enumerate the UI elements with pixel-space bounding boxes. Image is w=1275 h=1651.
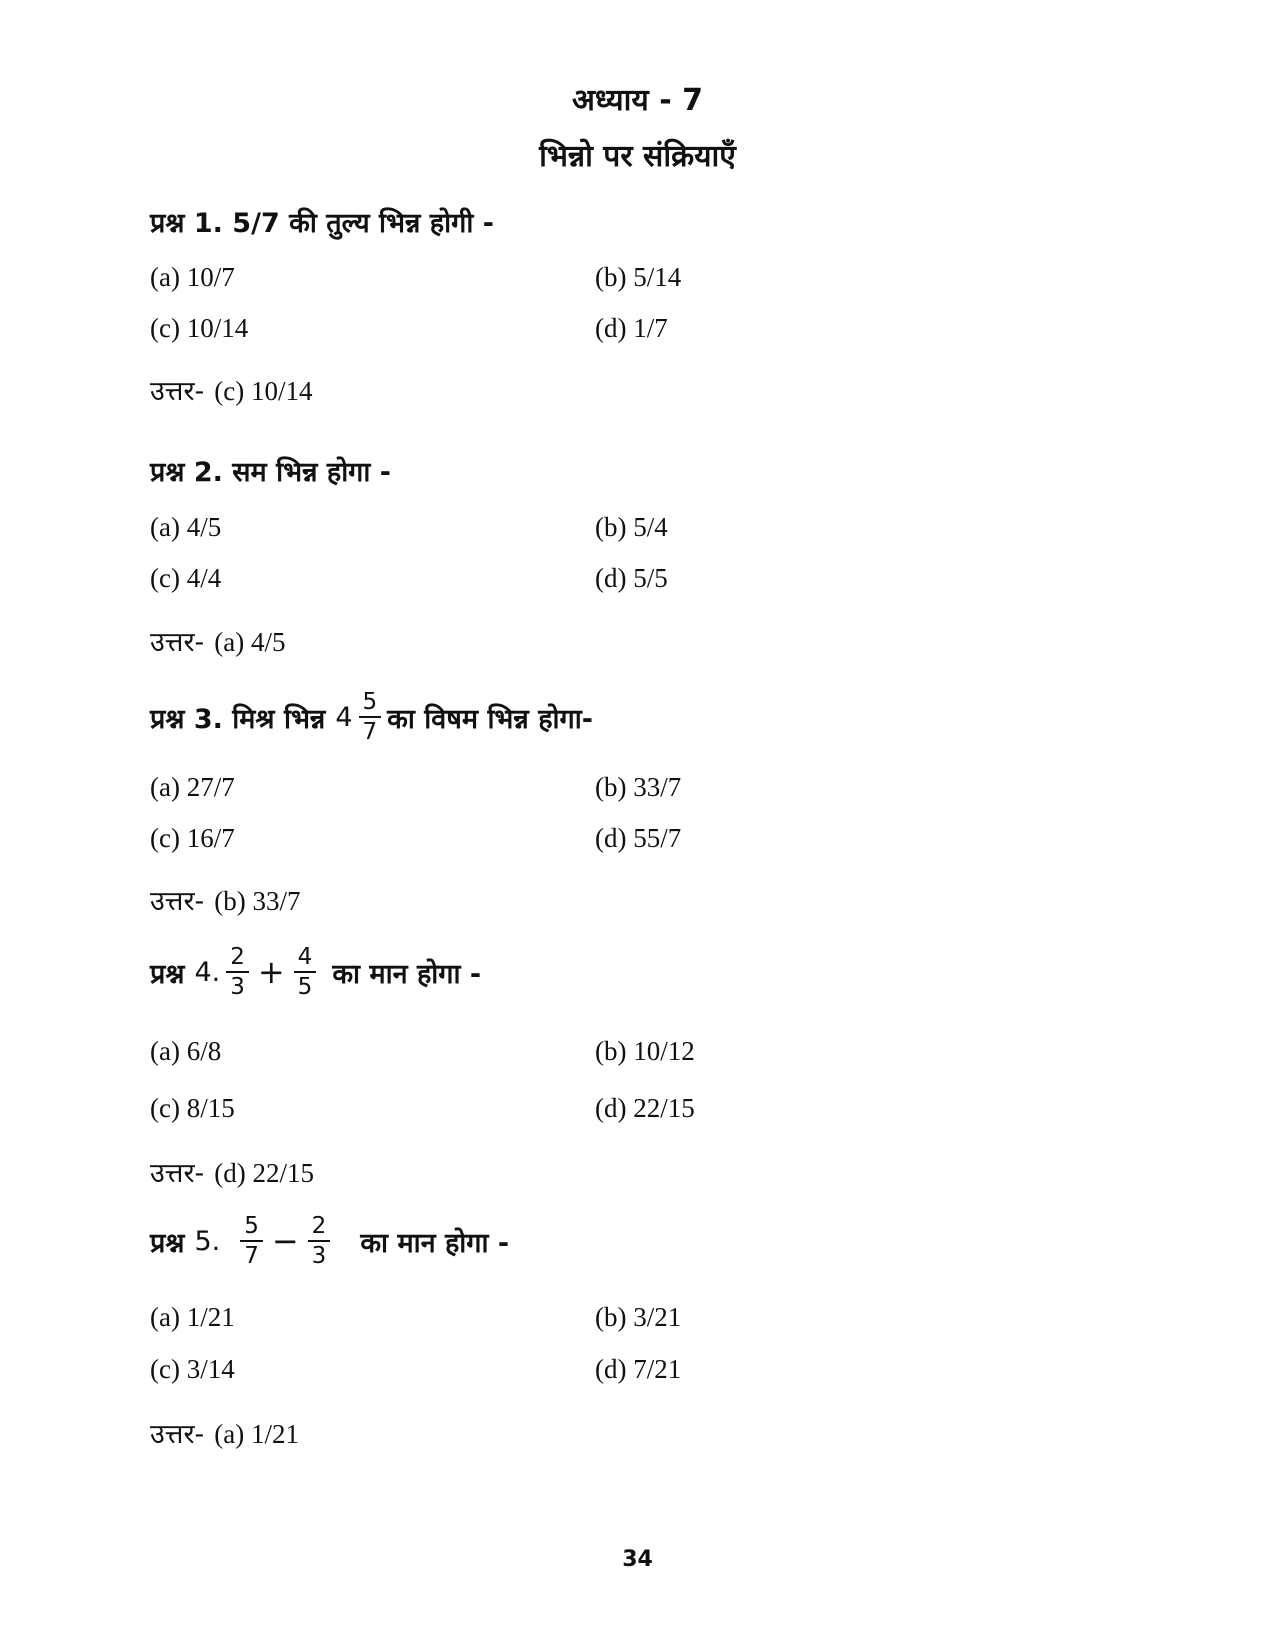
q5-prefix: प्रश्न <box>150 1227 185 1259</box>
answer-value: (c) 10/14 <box>214 376 313 406</box>
minus-operator: − <box>271 1222 299 1261</box>
q4-answer <box>150 1153 314 1190</box>
q2-option-b: (b) 5/4 <box>595 512 668 542</box>
q5-option-d: (d) 7/21 <box>595 1354 682 1384</box>
q1-answer <box>150 371 312 408</box>
page-number: 34 <box>622 1547 653 1572</box>
question-1: प्रश्न 1. 5/7 की तुल्य भिन्न होगी - <box>150 208 494 239</box>
q1-option-c: (c) 10/14 <box>150 313 249 343</box>
q3-option-b: (b) 33/7 <box>595 772 682 802</box>
q4-option-c: (c) 8/15 <box>150 1093 235 1123</box>
answer-label: उत्तर- <box>150 1158 205 1189</box>
q5-fraction-2-numerator: 2 <box>308 1214 331 1242</box>
answer-value: (b) 33/7 <box>214 886 301 916</box>
q3-fraction-denominator: 7 <box>362 719 378 746</box>
q5-answer <box>150 1414 299 1451</box>
answer-label: उत्तर- <box>150 627 205 658</box>
q5-option-b: (b) 3/21 <box>595 1302 682 1332</box>
q1-option-b: (b) 5/14 <box>595 262 682 292</box>
q4-fraction-2-denominator: 5 <box>297 974 313 1001</box>
q5-option-a: (a) 1/21 <box>150 1302 235 1332</box>
q4-fraction-1-numerator: 2 <box>226 945 249 973</box>
question-3 <box>150 690 593 744</box>
q5-option-c: (c) 3/14 <box>150 1354 235 1384</box>
q3-answer <box>150 881 300 918</box>
q3-option-c: (c) 16/7 <box>150 823 235 853</box>
q4-number: 4. <box>194 956 221 988</box>
q4-option-b: (b) 10/12 <box>595 1036 695 1066</box>
q4-fraction-1-denominator: 3 <box>230 974 245 1001</box>
q3-prefix: प्रश्न 3. मिश्र भिन्न <box>150 703 326 735</box>
q4-fraction-2-numerator: 4 <box>294 945 317 973</box>
answer-value: (d) 22/15 <box>214 1158 314 1188</box>
answer-label: उत्तर- <box>150 376 205 407</box>
q4-option-d: (d) 22/15 <box>595 1093 695 1123</box>
q4-suffix: का मान होगा - <box>332 958 482 990</box>
q1-option-a: (a) 10/7 <box>150 262 235 292</box>
q4-prefix: प्रश्न <box>150 958 185 990</box>
q5-fraction-2 <box>308 1214 331 1268</box>
question-4 <box>150 945 481 999</box>
q4-option-a: (a) 6/8 <box>150 1036 222 1066</box>
q1-option-d: (d) 1/7 <box>595 313 668 343</box>
q3-suffix: का विषम भिन्न होगा- <box>387 703 593 735</box>
q5-fraction-1-denominator: 7 <box>244 1243 259 1270</box>
q3-fraction <box>359 690 382 744</box>
answer-label: उत्तर- <box>150 1419 205 1450</box>
q4-fraction-1 <box>226 945 249 999</box>
q2-option-a: (a) 4/5 <box>150 512 222 542</box>
answer-value: (a) 4/5 <box>214 627 286 657</box>
q3-whole-number: 4 <box>335 701 353 733</box>
q4-fraction-2 <box>294 945 317 999</box>
q5-suffix: का मान होगा - <box>360 1227 510 1259</box>
q2-option-d: (d) 5/5 <box>595 563 668 593</box>
q5-fraction-1 <box>240 1214 263 1268</box>
plus-operator: + <box>257 953 285 992</box>
question-2: प्रश्न 2. सम भिन्न होगा - <box>150 457 391 488</box>
chapter-heading: अध्याय - 7 <box>572 83 703 118</box>
q3-option-a: (a) 27/7 <box>150 772 235 802</box>
q5-fraction-1-numerator: 5 <box>240 1214 263 1242</box>
question-5 <box>150 1214 509 1268</box>
q3-option-d: (d) 55/7 <box>595 823 682 853</box>
chapter-title: भिन्नो पर संक्रियाएँ <box>539 139 736 174</box>
q2-option-c: (c) 4/4 <box>150 563 222 593</box>
q3-fraction-numerator: 5 <box>359 690 382 718</box>
q5-fraction-2-denominator: 3 <box>311 1243 327 1270</box>
answer-label: उत्तर- <box>150 886 205 917</box>
q5-number: 5. <box>194 1225 221 1257</box>
answer-value: (a) 1/21 <box>214 1419 299 1449</box>
q2-answer <box>150 622 285 659</box>
